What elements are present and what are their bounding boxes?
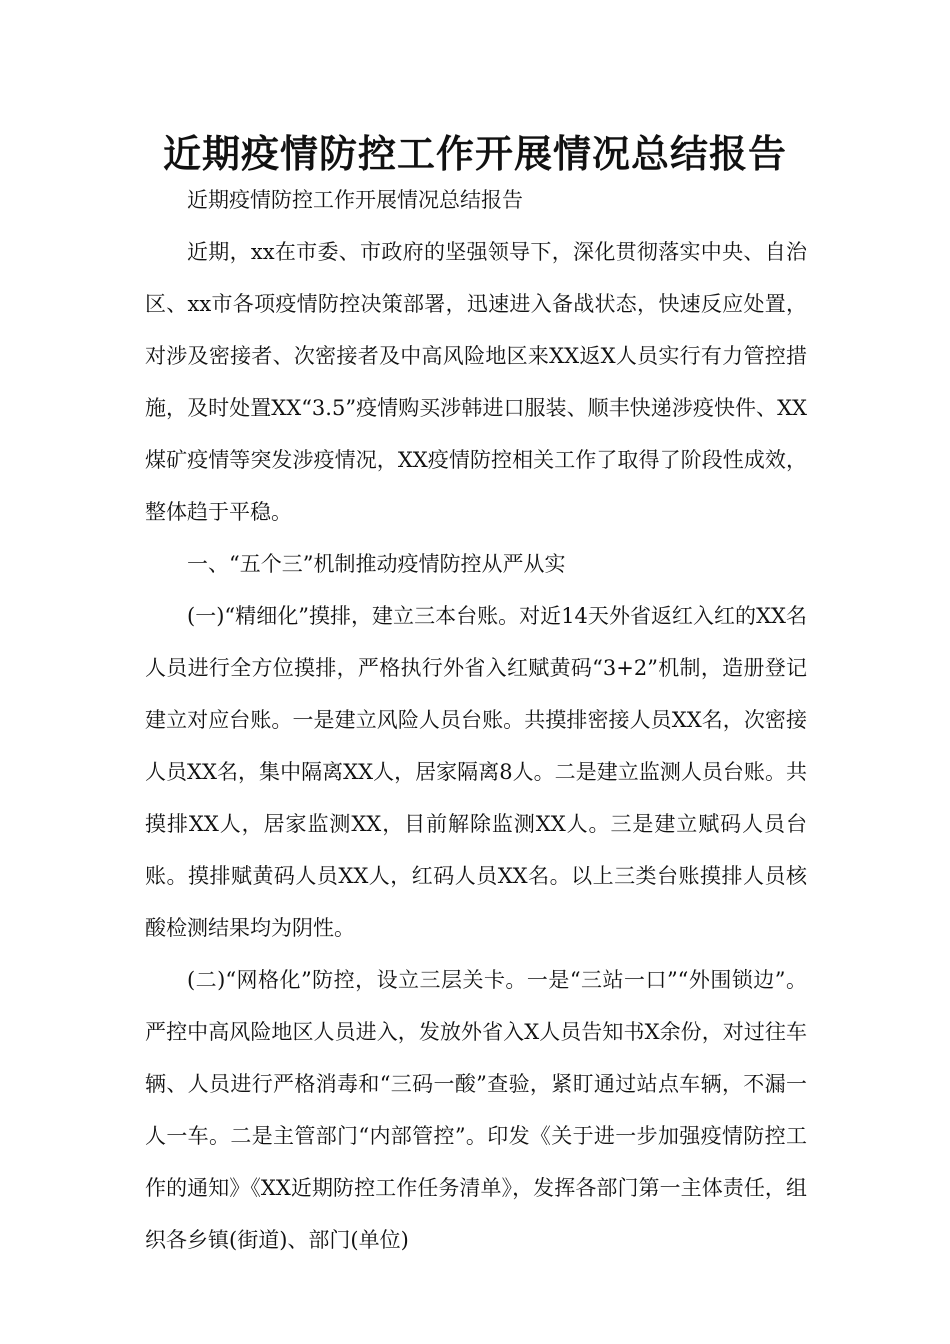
paragraph-section-1-2: (二)“网格化”防控，设立三层关卡。一是“三站一口”“外围锁边”。严控中高风险地区人员进入，发放外省入X人员告知书X余份，对过往车辆、人员进行严格消毒和“三码一酸”查验，紧盯通过站点车辆，不漏一人一车。二是主管部门“内部管控”。印发《关于进一步加强疫情防控工作的通知》《XX近期防控工作任务清单》，发挥各部门第一主体责任，组织各乡镇(街道)、部门(单位) (145, 968, 807, 1252)
section-heading-1: 一、“五个三”机制推动疫情防控从严从实 (187, 552, 566, 576)
paragraph-subtitle: 近期疫情防控工作开展情况总结报告 (187, 188, 523, 212)
document-body (145, 174, 807, 1266)
document-title: 近期疫情防控工作开展情况总结报告 (162, 132, 787, 176)
paragraph-intro: 近期，xx在市委、市政府的坚强领导下，深化贯彻落实中央、自治区、xx市各项疫情防控决策部署，迅速进入备战状态，快速反应处置，对涉及密接者、次密接者及中高风险地区来XX返X人员实行有力管控措施，及时处置XX“3.5”疫情购买涉韩进口服装、顺丰快递涉疫快件、XX煤矿疫情等突发涉疫情况，XX疫情防控相关工作了取得了阶段性成效，整体趋于平稳。 (145, 240, 807, 524)
paragraph-section-1-1: (一)“精细化”摸排，建立三本台账。对近14天外省返红入红的XX名人员进行全方位摸排，严格执行外省入红赋黄码“3+2”机制，造册登记建立对应台账。一是建立风险人员台账。共摸排密接人员XX名，次密接人员XX名，集中隔离XX人，居家隔离8人。二是建立监测人员台账。共摸排XX人，居家监测XX，目前解除监测XX人。三是建立赋码人员台账。摸排赋黄码人员XX人，红码人员XX名。以上三类台账摸排人员核酸检测结果均为阴性。 (145, 604, 807, 940)
